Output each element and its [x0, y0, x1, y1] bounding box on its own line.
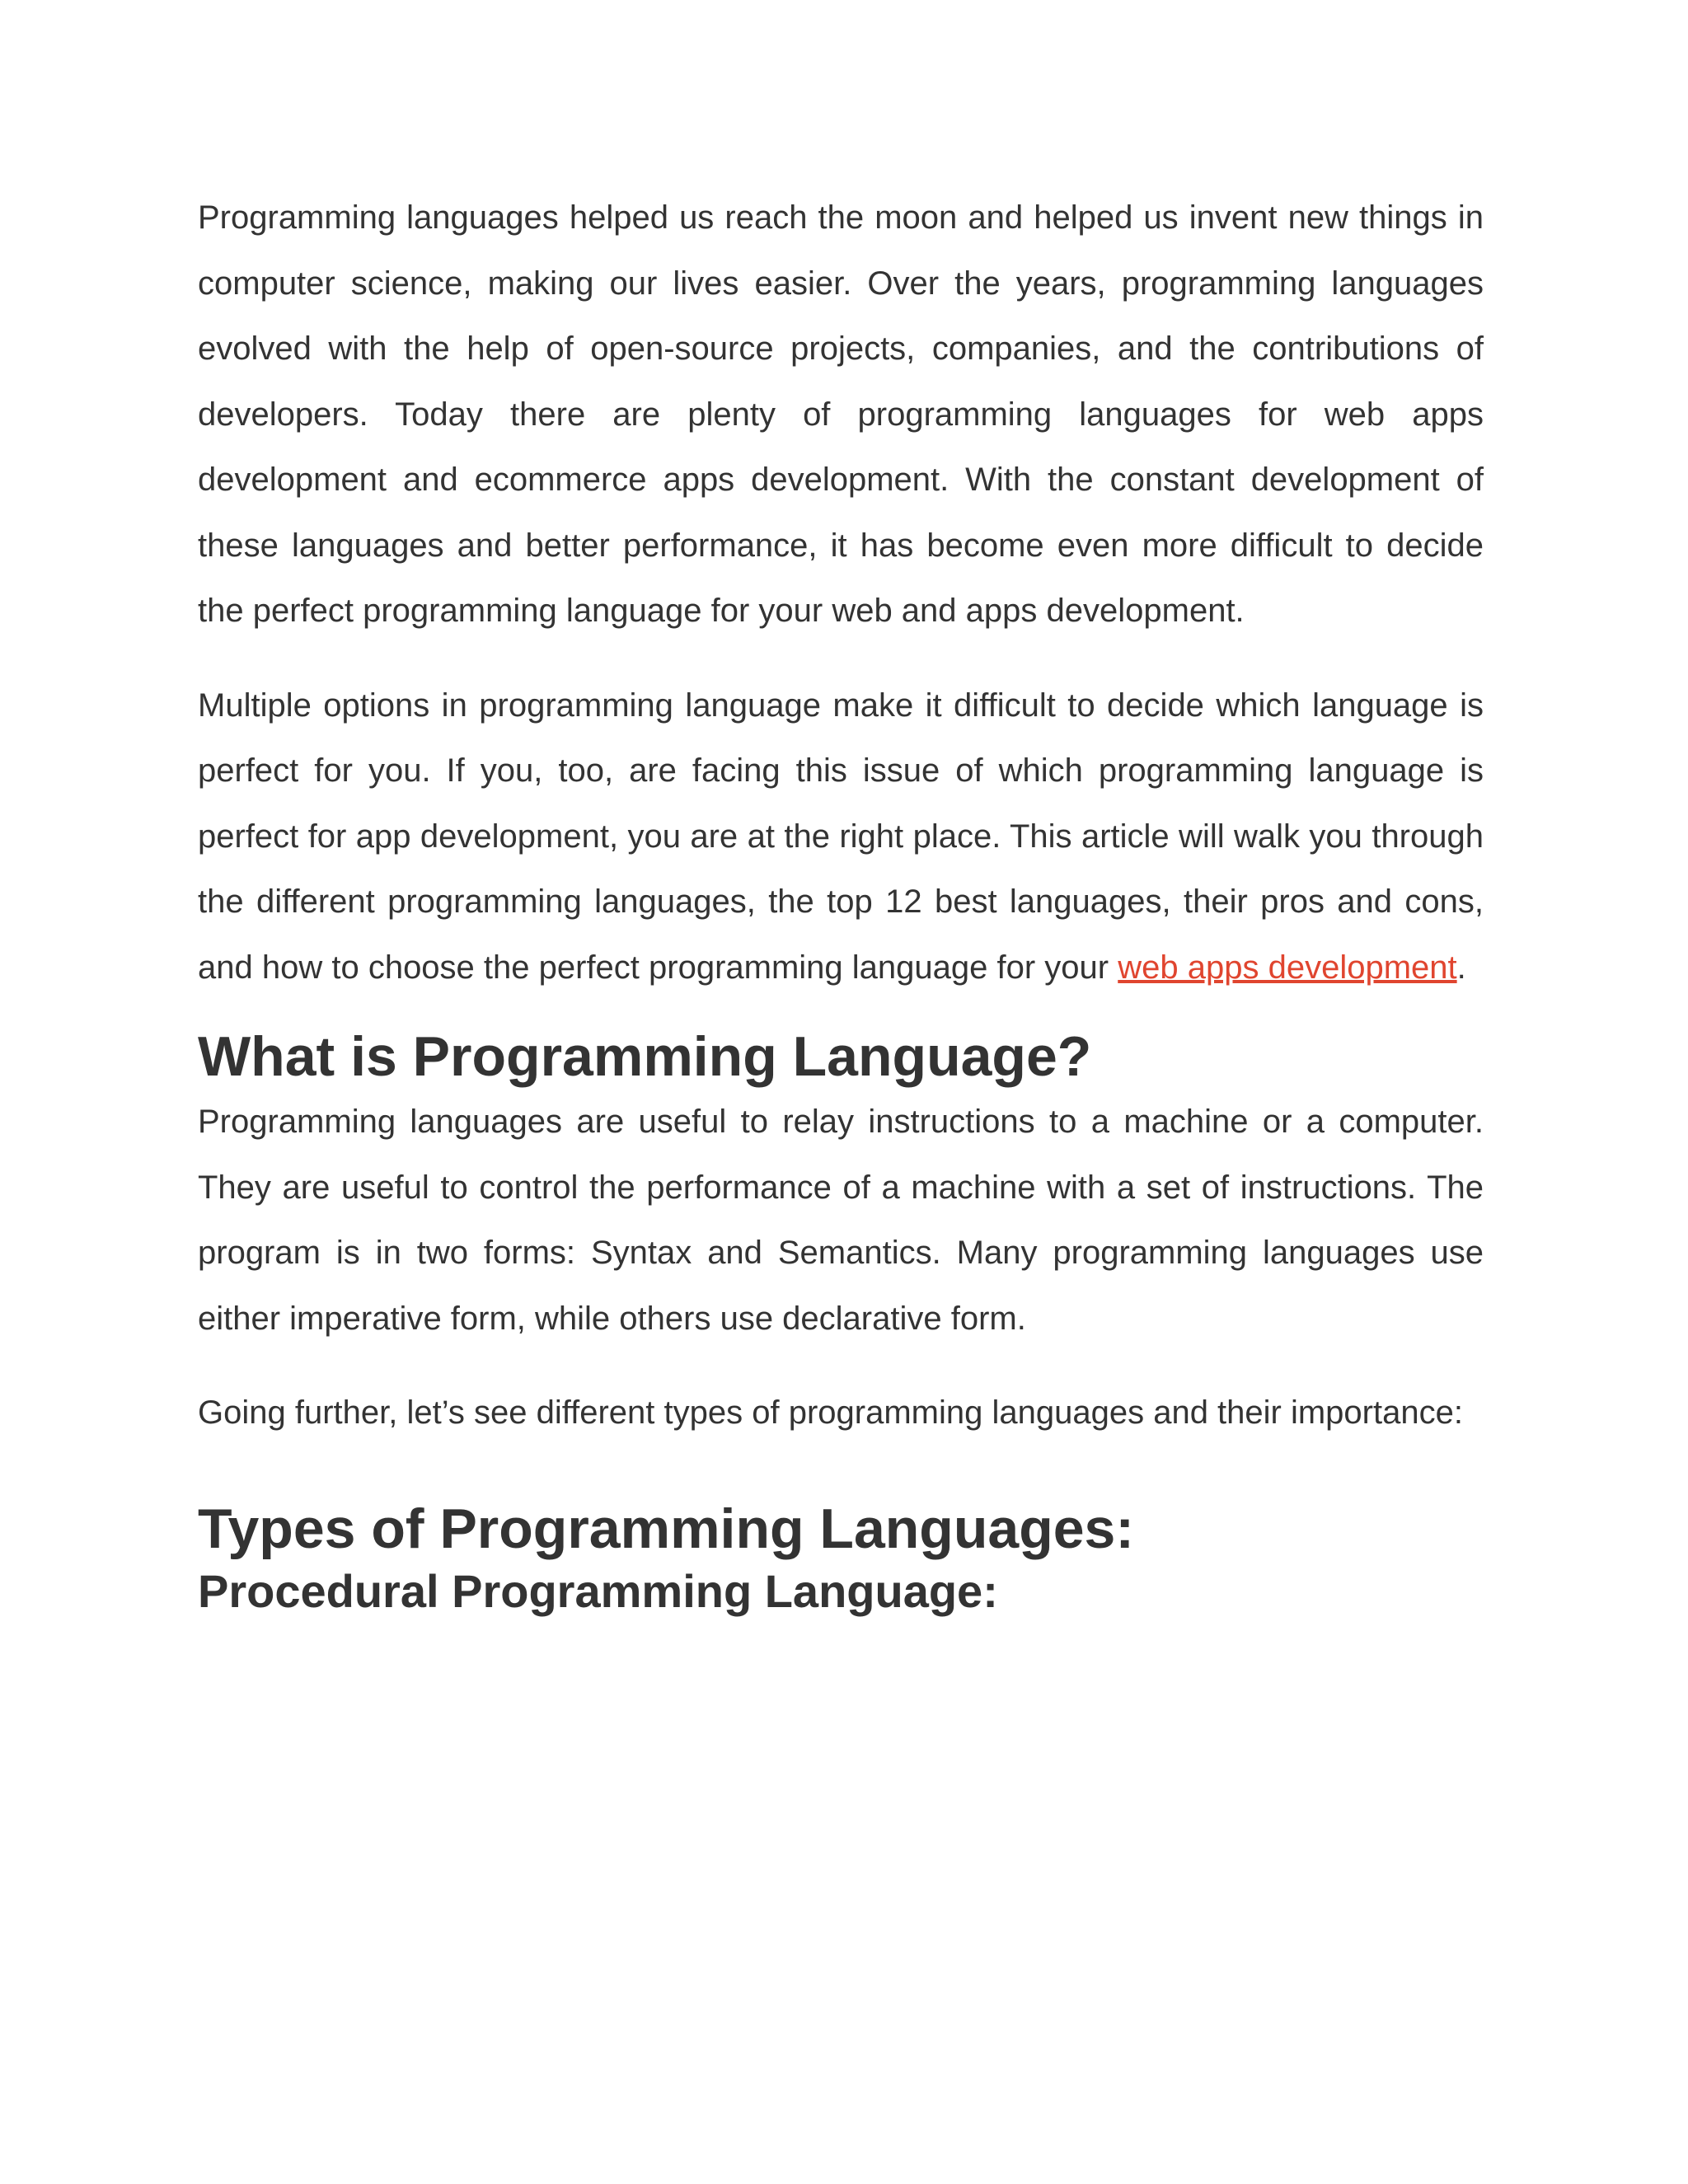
- definition-paragraph: Programming languages are useful to relay instructions to a machine or a computer. They are useful to control the performance of a machine with a set of instructions. The program is in two forms: Syntax and Semantics. Many programming languages use either imperative form, while others use declarative form.: [198, 1104, 1484, 1337]
- intro-paragraph-2: [198, 673, 1484, 1001]
- web-apps-development-link[interactable]: web apps development: [1118, 949, 1457, 986]
- intro-paragraph-1: Programming languages helped us reach the moon and helped us invent new things in computer science, making our lives easier. Over the years, programming languages evolved with the help of open-source projects, companies, and the contributions of developers. Today there are plenty of programming languages for web apps development and ecommerce apps development. With the constant development of these languages and better performance, it has become even more difficult to decide the perfect programming language for your web and apps development.: [198, 199, 1484, 629]
- intro-paragraph-2-end: .: [1456, 949, 1466, 986]
- intro-paragraph-2-text: Multiple options in programming language make it difficult to decide which language is perfect for you. If you, too, are facing this issue of which programming language is perfect for app development, you are at the right place. This article will walk you through the different programming languages, the top 12 best languages, their pros and cons, and how to choose the perfect programming language for your: [198, 687, 1484, 986]
- heading-what-is-programming-language: What is Programming Language?: [198, 1025, 1092, 1088]
- heading-procedural-programming-language: Procedural Programming Language:: [198, 1564, 998, 1617]
- going-further-paragraph: Going further, let’s see different types of programming languages and their importance:: [198, 1394, 1463, 1431]
- document-page: [198, 185, 1484, 1619]
- heading-types-of-programming-languages: Types of Programming Languages:: [198, 1497, 1135, 1560]
